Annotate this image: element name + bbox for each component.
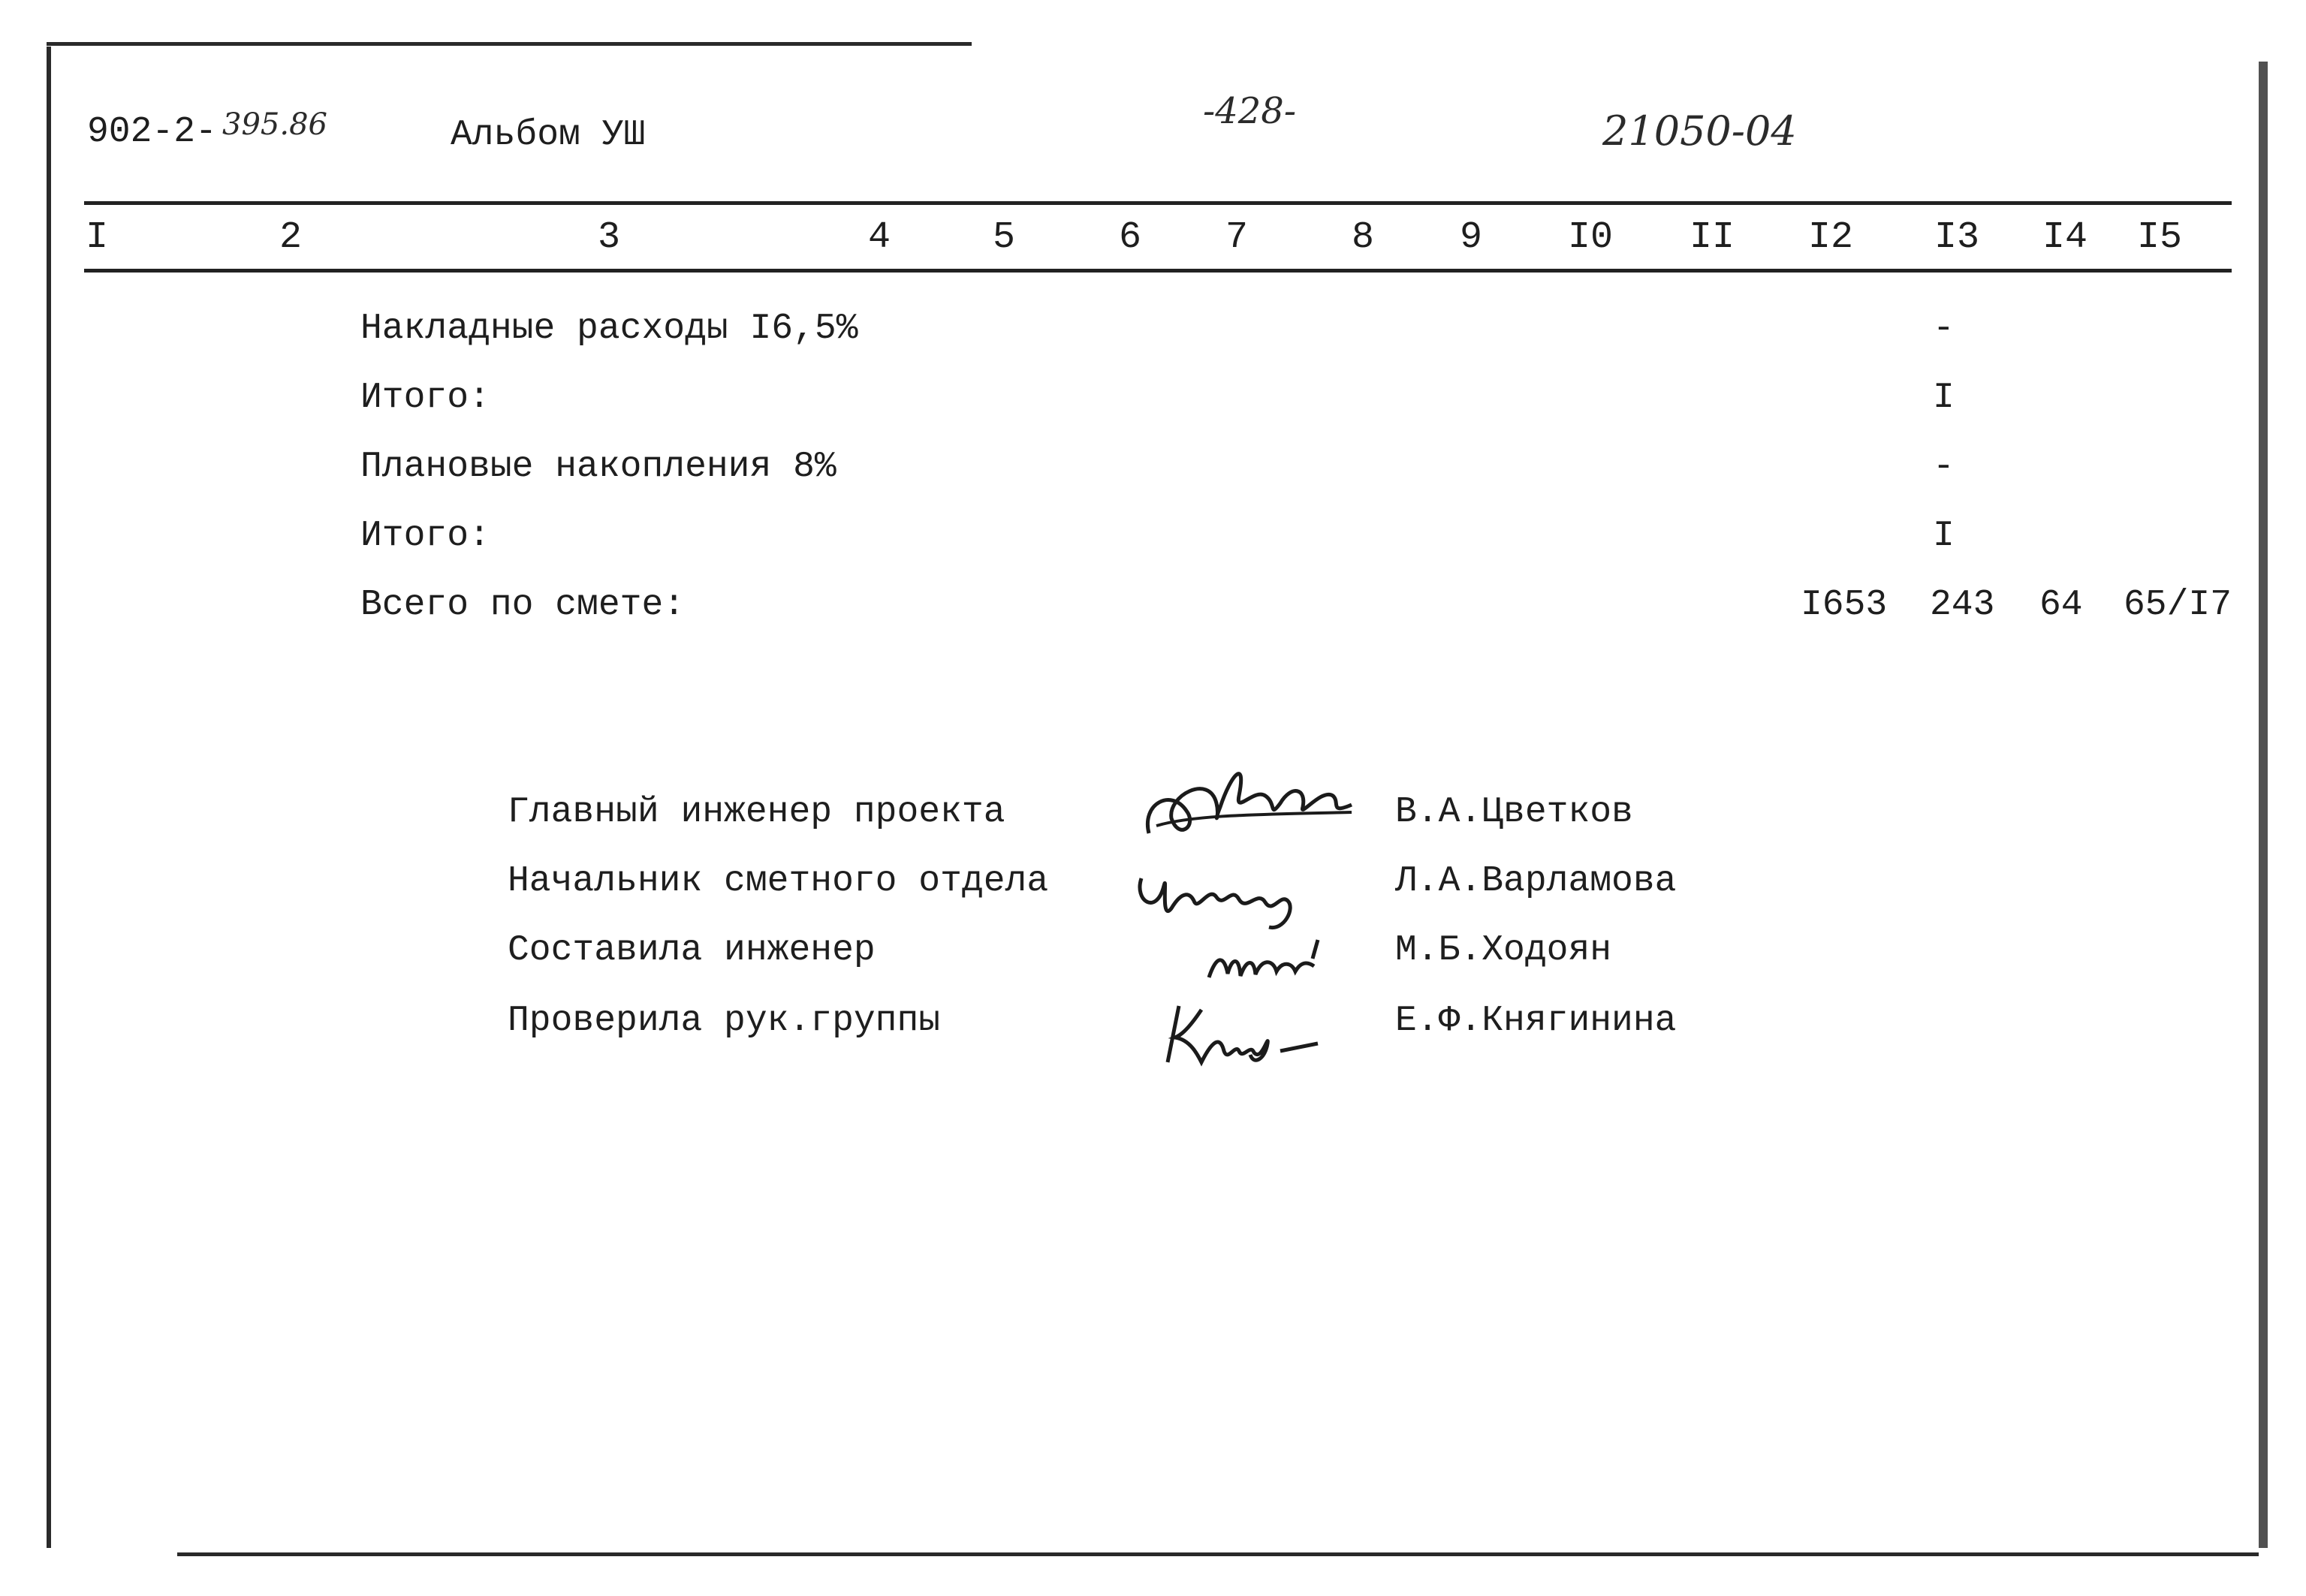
signature-name: Л.А.Варламова — [1395, 861, 1677, 902]
column-number: 9 — [1460, 216, 1483, 259]
frame-top-line — [47, 42, 972, 46]
row-planned-savings-col13: - — [1933, 447, 1955, 487]
column-number: II — [1690, 216, 1735, 259]
row-label-subtotal: Итого: — [360, 516, 490, 556]
row-subtotal-col13: I — [1933, 516, 1955, 556]
signature-role: Главный инженер проекта — [508, 792, 1005, 833]
column-number: 6 — [1119, 216, 1142, 259]
project-code: 21050-04 — [1602, 107, 1797, 155]
column-number: I2 — [1808, 216, 1854, 259]
signature-name: Е.Ф.Княгинина — [1395, 1001, 1677, 1041]
row-label-grand-total: Всего по смете: — [360, 585, 686, 625]
grand-total-col15: 65/I7 — [2124, 585, 2232, 625]
column-number: 3 — [598, 216, 621, 259]
column-number: I — [86, 216, 109, 259]
series-handwritten: 395.86 — [222, 107, 327, 142]
column-number: 7 — [1225, 216, 1249, 259]
signature-name: М.Б.Ходоян — [1395, 930, 1612, 971]
row-label-subtotal: Итого: — [360, 378, 490, 418]
column-number: I3 — [1934, 216, 1980, 259]
grand-total-col12: I653 — [1801, 585, 1888, 625]
table-header-top-line — [84, 201, 2232, 205]
signature-role: Проверила рук.группы — [508, 1001, 941, 1041]
column-number: 5 — [993, 216, 1016, 259]
frame-bottom-line — [177, 1552, 2259, 1556]
signature-role: Начальник сметного отдела — [508, 861, 1049, 902]
row-subtotal-col13: I — [1933, 378, 1955, 418]
column-number: 2 — [279, 216, 303, 259]
column-number: I4 — [2042, 216, 2088, 259]
signature-role: Составила инженер — [508, 930, 876, 971]
table-header-bottom-line — [84, 269, 2232, 273]
handwritten-signature-4 — [1156, 991, 1329, 1074]
column-number: 8 — [1352, 216, 1375, 259]
column-number: 4 — [868, 216, 891, 259]
grand-total-col14: 64 — [2039, 585, 2083, 625]
frame-right-line — [2259, 62, 2268, 1548]
frame-left-line — [47, 47, 51, 1548]
column-number: I0 — [1568, 216, 1614, 259]
row-label-planned-savings: Плановые накопления 8% — [360, 447, 836, 487]
handwritten-signature-3 — [1201, 925, 1337, 992]
page-number: -428- — [1203, 90, 1297, 132]
column-number: I5 — [2137, 216, 2183, 259]
row-overhead-col13: - — [1933, 309, 1955, 349]
handwritten-signature-1 — [1126, 743, 1367, 856]
album-label: Альбом УШ — [451, 115, 646, 155]
row-label-overhead: Накладные расходы I6,5% — [360, 309, 858, 349]
grand-total-col13: 243 — [1930, 585, 1995, 625]
series-prefix: 902-2- — [87, 112, 217, 152]
signature-name: В.А.Цветков — [1395, 792, 1633, 833]
